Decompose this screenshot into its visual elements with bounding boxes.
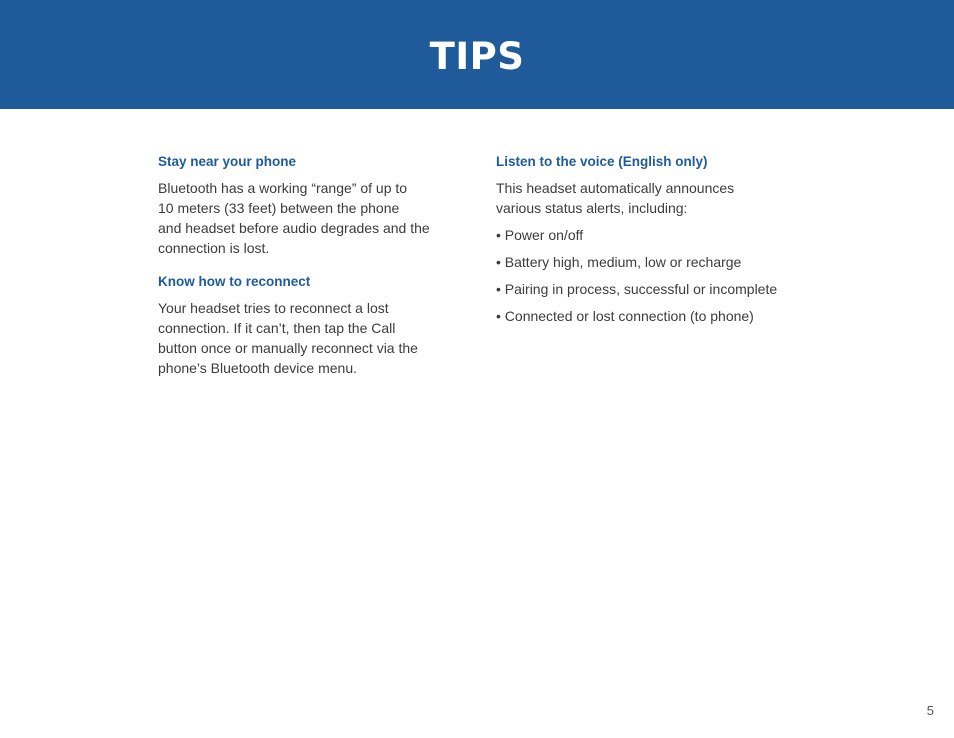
status-alerts-list: [496, 225, 816, 326]
list-item: • Pairing in process, successful or incomplete: [496, 281, 778, 297]
paragraph-line: and headset before audio degrades and the: [158, 220, 430, 236]
right-column: [496, 152, 816, 333]
stay-near-paragraph: [158, 178, 463, 258]
paragraph-line: button once or manually reconnect via the: [158, 340, 418, 356]
reconnect-heading: Know how to reconnect: [158, 274, 311, 289]
paragraph-line: Your headset tries to reconnect a lost: [158, 300, 389, 316]
voice-paragraph: [496, 178, 816, 218]
list-item: • Power on/off: [496, 227, 584, 243]
stay-near-heading: Stay near your phone: [158, 154, 297, 169]
paragraph-line: various status alerts, including:: [496, 200, 688, 216]
list-item: • Battery high, medium, low or recharge: [496, 254, 742, 270]
paragraph-line: 10 meters (33 feet) between the phone: [158, 200, 400, 216]
paragraph-line: connection. If it can’t, then tap the Call: [158, 320, 396, 336]
page-title: TIPS: [429, 34, 525, 78]
list-item: • Connected or lost connection (to phone): [496, 308, 754, 324]
paragraph-line: Bluetooth has a working “range” of up to: [158, 180, 408, 196]
page-header: [0, 0, 954, 109]
left-column: [158, 152, 463, 392]
paragraph-line: phone’s Bluetooth device menu.: [158, 360, 357, 376]
voice-heading: Listen to the voice (English only): [496, 154, 708, 169]
reconnect-paragraph: [158, 298, 463, 378]
paragraph-line: connection is lost.: [158, 240, 270, 256]
page-number: 5: [926, 703, 934, 718]
paragraph-line: This headset automatically announces: [496, 180, 735, 196]
